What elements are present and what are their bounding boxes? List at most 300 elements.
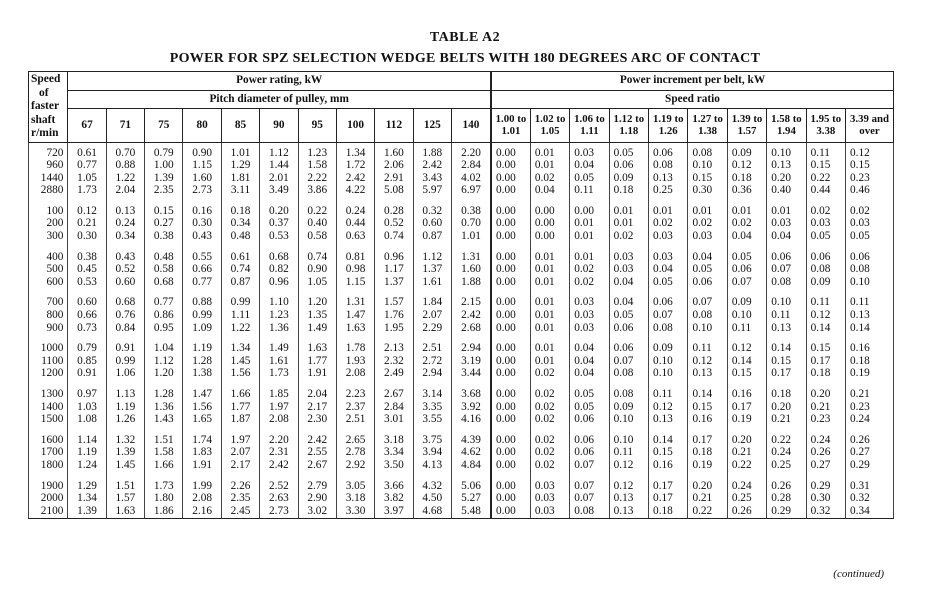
power-rating-cell: 0.74 [375,230,413,247]
power-rating-cell: 3.86 [298,184,336,201]
power-increment-cell: 0.07 [727,276,766,293]
table-row [29,430,894,447]
power-increment-cell: 0.03 [609,247,648,264]
power-rating-cell: 3.11 [221,184,259,201]
power-rating-cell: 1.23 [298,142,336,159]
power-increment-cell: 0.02 [570,276,609,293]
power-increment-cell: 0.04 [570,159,609,172]
power-increment-cell: 0.26 [767,476,806,493]
power-increment-cell: 0.29 [767,505,806,519]
power-increment-cell: 0.16 [649,459,688,476]
power-increment-cell: 0.07 [609,355,648,368]
power-increment-cell: 0.15 [767,355,806,368]
power-increment-cell: 0.02 [530,401,569,414]
power-increment-cell: 0.13 [767,322,806,339]
power-increment-cell: 0.07 [570,476,609,493]
table-row [29,184,894,201]
power-increment-cell: 0.01 [530,142,569,159]
power-rating-cell: 1.60 [451,263,491,276]
power-rating-cell: 0.98 [336,263,374,276]
power-rating-cell: 1.34 [336,142,374,159]
power-increment-cell: 0.06 [767,247,806,264]
power-increment-cell: 0.09 [727,292,766,309]
power-rating-cell: 1.01 [221,142,259,159]
power-rating-cell: 3.01 [375,413,413,430]
power-increment-cell: 0.25 [727,492,766,505]
power-rating-cell: 1.37 [375,276,413,293]
power-rating-cell: 0.68 [106,292,144,309]
ratio-line: 3.38 [816,125,836,138]
power-rating-cell: 0.74 [221,263,259,276]
power-increment-cell: 0.13 [609,492,648,505]
power-increment-cell: 0.17 [806,355,845,368]
power-rating-cell: 5.08 [375,184,413,201]
power-rating-cell: 1.11 [221,309,259,322]
power-increment-cell: 0.05 [846,230,894,247]
power-increment-cell: 0.08 [767,276,806,293]
power-increment-cell: 0.22 [688,505,727,519]
power-rating-cell: 4.62 [451,446,491,459]
power-increment-cell: 0.05 [688,263,727,276]
power-rating-cell: 1.36 [260,322,298,339]
power-increment-cell: 0.21 [806,401,845,414]
power-rating-cell: 1.81 [221,172,259,185]
table-row [29,217,894,230]
power-rating-cell: 1.19 [106,401,144,414]
power-increment-cell: 0.46 [846,184,894,201]
power-rating-cell: 2.52 [260,476,298,493]
power-increment-cell: 0.18 [806,367,845,384]
ratio-line: 1.18 [619,125,639,138]
power-increment-cell: 0.25 [767,459,806,476]
power-increment-cell: 0.20 [806,384,845,401]
power-increment-cell: 0.17 [649,476,688,493]
power-increment-cell: 0.00 [530,201,569,218]
speed-cell: 1440 [29,172,68,185]
power-increment-cell: 0.24 [727,476,766,493]
speed-cell: 300 [29,230,68,247]
power-rating-cell: 3.19 [451,355,491,368]
power-rating-cell: 1.83 [183,446,221,459]
power-increment-cell: 0.32 [806,505,845,519]
power-rating-cell: 5.48 [451,505,491,519]
table-row [29,322,894,339]
power-rating-cell: 1.99 [183,476,221,493]
power-rating-cell: 0.96 [375,247,413,264]
power-rating-cell: 1.32 [106,430,144,447]
power-increment-cell: 0.06 [649,142,688,159]
power-increment-cell: 0.22 [727,459,766,476]
power-rating-cell: 3.18 [336,492,374,505]
table-row [29,401,894,414]
power-increment-cell: 0.06 [649,292,688,309]
power-increment-cell: 0.18 [846,355,894,368]
power-increment-cell: 0.19 [727,413,766,430]
power-increment-cell: 0.13 [846,309,894,322]
power-rating-cell: 0.61 [68,142,106,159]
power-rating-cell: 0.15 [145,201,183,218]
power-rating-cell: 1.12 [413,247,451,264]
power-increment-cell: 0.07 [688,292,727,309]
power-increment-cell: 0.00 [491,276,530,293]
power-rating-cell: 2.20 [451,142,491,159]
power-increment-cell: 0.02 [688,217,727,230]
power-rating-cell: 1.28 [183,355,221,368]
power-rating-cell: 3.30 [336,505,374,519]
power-increment-cell: 0.02 [530,384,569,401]
power-increment-cell: 0.01 [530,309,569,322]
power-increment-cell: 0.03 [649,230,688,247]
power-increment-cell: 0.20 [688,476,727,493]
power-rating-cell: 2.55 [298,446,336,459]
table-row [29,367,894,384]
power-rating-cell: 1.04 [145,338,183,355]
power-rating-cell: 2.13 [375,338,413,355]
power-increment-cell: 0.00 [491,263,530,276]
power-rating-cell: 0.24 [336,201,374,218]
power-rating-cell: 1.14 [68,430,106,447]
power-increment-cell: 0.02 [530,413,569,430]
power-rating-cell: 0.87 [413,230,451,247]
power-rating-cell: 2.26 [221,476,259,493]
power-rating-cell: 1.58 [145,446,183,459]
power-increment-cell: 0.01 [530,159,569,172]
power-increment-cell: 0.08 [688,309,727,322]
power-increment-cell: 0.23 [806,413,845,430]
power-increment-cell: 0.15 [806,338,845,355]
power-increment-cell: 0.17 [688,430,727,447]
power-increment-cell: 0.00 [491,184,530,201]
power-increment-cell: 0.01 [570,217,609,230]
power-increment-cell: 0.23 [846,401,894,414]
power-rating-cell: 4.84 [451,459,491,476]
power-increment-cell: 0.25 [649,184,688,201]
power-rating-cell: 0.38 [68,247,106,264]
power-rating-cell: 1.97 [260,401,298,414]
power-increment-cell: 0.02 [806,201,845,218]
power-rating-cell: 0.76 [106,309,144,322]
power-increment-cell: 0.10 [688,159,727,172]
power-increment-cell: 0.11 [806,142,845,159]
power-rating-cell: 0.43 [183,230,221,247]
power-rating-cell: 0.91 [106,338,144,355]
power-increment-cell: 0.14 [688,384,727,401]
power-rating-cell: 2.51 [413,338,451,355]
power-increment-cell: 0.00 [491,322,530,339]
power-rating-cell: 3.97 [375,505,413,519]
power-increment-cell: 0.02 [846,201,894,218]
power-increment-cell: 0.06 [570,413,609,430]
power-rating-cell: 3.35 [413,401,451,414]
power-increment-cell: 0.17 [767,367,806,384]
power-increment-cell: 0.10 [649,367,688,384]
speed-cell: 2000 [29,492,68,505]
pitch-diameter-column-header: 75 [145,109,183,142]
power-rating-cell: 1.05 [298,276,336,293]
power-rating-cell: 2.35 [145,184,183,201]
power-increment-cell: 0.15 [846,159,894,172]
power-rating-cell: 1.43 [145,413,183,430]
power-rating-cell: 0.53 [68,276,106,293]
power-increment-cell: 0.14 [806,322,845,339]
power-rating-cell: 1.84 [413,292,451,309]
power-rating-cell: 2.84 [375,401,413,414]
power-rating-cell: 0.45 [68,263,106,276]
power-rating-cell: 1.49 [298,322,336,339]
power-increment-cell: 0.02 [609,230,648,247]
table-row [29,172,894,185]
power-rating-cell: 1.45 [106,459,144,476]
power-increment-cell: 0.12 [609,459,648,476]
power-rating-cell: 1.49 [260,338,298,355]
power-increment-cell: 0.19 [688,459,727,476]
power-increment-cell: 0.08 [649,322,688,339]
power-increment-cell: 0.01 [530,292,569,309]
power-table [28,71,894,519]
power-rating-cell: 0.88 [183,292,221,309]
power-rating-cell: 0.40 [298,217,336,230]
pitch-diameter-column-header: 80 [183,109,221,142]
power-increment-cell: 0.03 [767,217,806,230]
power-rating-cell: 4.22 [336,184,374,201]
power-rating-cell: 0.60 [68,292,106,309]
power-rating-cell: 2.78 [336,446,374,459]
power-rating-cell: 1.63 [298,338,336,355]
power-rating-cell: 1.86 [145,505,183,519]
power-rating-cell: 5.06 [451,476,491,493]
table-row [29,413,894,430]
power-increment-cell: 0.02 [570,263,609,276]
pitch-diameter-column-header: 71 [106,109,144,142]
power-rating-cell: 1.01 [451,230,491,247]
speed-ratio-column-header [846,109,894,142]
power-rating-cell: 1.05 [68,172,106,185]
power-increment-cell: 0.01 [609,201,648,218]
speed-cell: 1700 [29,446,68,459]
power-rating-cell: 4.16 [451,413,491,430]
power-increment-cell: 0.03 [649,247,688,264]
power-rating-cell: 2.84 [451,159,491,172]
table-row [29,276,894,293]
power-increment-cell: 0.24 [846,413,894,430]
speed-ratio-column-header [649,109,688,142]
power-rating-cell: 1.76 [375,309,413,322]
power-increment-cell: 0.07 [570,492,609,505]
table-row [29,201,894,218]
power-rating-cell: 0.30 [68,230,106,247]
power-rating-cell: 4.68 [413,505,451,519]
power-increment-cell: 0.06 [727,263,766,276]
power-increment-cell: 0.12 [846,142,894,159]
power-rating-cell: 3.49 [260,184,298,201]
power-increment-cell: 0.06 [570,446,609,459]
ratio-line: 1.06 to [574,112,605,125]
power-rating-cell: 1.13 [106,384,144,401]
power-rating-cell: 1.29 [68,476,106,493]
power-rating-header: Power rating, kW [68,72,491,91]
power-increment-cell: 0.00 [491,401,530,414]
power-rating-cell: 1.73 [68,184,106,201]
power-rating-cell: 0.48 [145,247,183,264]
speed-label-line: Speed [31,73,61,85]
power-rating-cell: 1.44 [260,159,298,172]
power-rating-cell: 6.97 [451,184,491,201]
table-row [29,476,894,493]
power-increment-cell: 0.13 [649,172,688,185]
power-rating-cell: 0.38 [145,230,183,247]
ratio-line: 1.94 [776,125,796,138]
power-rating-cell: 1.77 [298,355,336,368]
power-rating-cell: 1.24 [68,459,106,476]
power-rating-cell: 1.87 [221,413,259,430]
power-rating-cell: 0.66 [68,309,106,322]
power-rating-cell: 4.32 [413,476,451,493]
power-increment-cell: 0.09 [609,172,648,185]
power-rating-cell: 2.68 [451,322,491,339]
speed-ratio-header: Speed ratio [491,90,894,109]
power-increment-cell: 0.00 [491,201,530,218]
power-increment-cell: 0.06 [609,322,648,339]
power-increment-cell: 0.14 [727,355,766,368]
ratio-line: 1.26 [658,125,678,138]
power-rating-cell: 0.90 [298,263,336,276]
speed-label-line: shaft [31,113,56,126]
power-rating-cell: 1.60 [375,142,413,159]
power-rating-cell: 2.08 [183,492,221,505]
power-rating-cell: 1.39 [68,505,106,519]
table-row [29,142,894,159]
power-increment-cell: 0.04 [570,338,609,355]
power-rating-cell: 3.50 [375,459,413,476]
power-increment-cell: 0.04 [649,263,688,276]
power-increment-cell: 0.11 [649,384,688,401]
speed-cell: 100 [29,201,68,218]
power-increment-cell: 0.10 [688,322,727,339]
power-rating-cell: 1.37 [413,263,451,276]
power-increment-cell: 0.00 [491,247,530,264]
power-increment-cell: 0.11 [570,184,609,201]
power-rating-cell: 0.91 [68,367,106,384]
power-increment-cell: 0.00 [491,413,530,430]
pitch-diameter-column-header: 67 [68,109,106,142]
power-rating-cell: 0.90 [183,142,221,159]
power-increment-cell: 0.01 [530,247,569,264]
power-rating-cell: 2.08 [336,367,374,384]
power-rating-cell: 2.31 [260,446,298,459]
power-increment-cell: 0.10 [846,276,894,293]
power-rating-cell: 0.86 [145,309,183,322]
power-increment-cell: 0.04 [767,230,806,247]
power-rating-cell: 0.58 [298,230,336,247]
power-rating-cell: 2.49 [375,367,413,384]
power-rating-cell: 2.90 [298,492,336,505]
speed-cell: 1400 [29,401,68,414]
power-rating-cell: 0.38 [451,201,491,218]
power-rating-cell: 2.07 [221,446,259,459]
power-rating-cell: 4.39 [451,430,491,447]
speed-cell: 700 [29,292,68,309]
power-increment-cell: 0.01 [727,201,766,218]
speed-ratio-column-header [530,109,569,142]
power-rating-cell: 0.70 [451,217,491,230]
pitch-diameter-column-header: 140 [451,109,491,142]
power-rating-cell: 3.92 [451,401,491,414]
power-rating-cell: 0.68 [260,247,298,264]
power-increment-cell: 0.02 [530,430,569,447]
table-header [29,72,894,143]
power-rating-cell: 0.12 [68,201,106,218]
power-rating-cell: 1.20 [298,292,336,309]
power-increment-cell: 0.15 [688,172,727,185]
power-increment-cell: 0.00 [491,367,530,384]
power-rating-cell: 0.18 [221,201,259,218]
power-rating-cell: 1.15 [183,159,221,172]
power-increment-cell: 0.12 [649,401,688,414]
power-rating-cell: 1.22 [221,322,259,339]
power-increment-cell: 0.01 [530,355,569,368]
power-increment-cell: 0.15 [727,367,766,384]
speed-cell: 1900 [29,476,68,493]
power-increment-cell: 0.10 [727,309,766,322]
power-rating-cell: 0.44 [336,217,374,230]
power-increment-cell: 0.03 [806,217,845,230]
power-rating-cell: 0.70 [106,142,144,159]
power-increment-cell: 0.24 [806,430,845,447]
power-rating-cell: 1.63 [106,505,144,519]
power-increment-cell: 0.04 [530,184,569,201]
ratio-line: 1.95 to [810,112,842,125]
power-rating-cell: 5.97 [413,184,451,201]
speed-label-line: faster [31,100,60,112]
ratio-line: 1.00 to [495,112,527,125]
power-rating-cell: 2.63 [260,492,298,505]
power-increment-cell: 0.11 [767,309,806,322]
power-increment-cell: 0.03 [570,309,609,322]
power-rating-cell: 1.57 [375,292,413,309]
speed-cell: 200 [29,217,68,230]
power-rating-cell: 1.28 [145,384,183,401]
power-increment-cell: 0.05 [570,401,609,414]
table-row [29,292,894,309]
power-rating-cell: 1.56 [221,367,259,384]
power-rating-cell: 0.28 [375,201,413,218]
power-increment-cell: 0.16 [727,384,766,401]
power-rating-cell: 2.04 [106,184,144,201]
ratio-line: 1.11 [580,125,599,138]
power-increment-cell: 0.15 [806,159,845,172]
power-increment-cell: 0.05 [609,142,648,159]
power-rating-cell: 0.73 [68,322,106,339]
power-increment-cell: 0.05 [727,247,766,264]
power-rating-cell: 2.20 [260,430,298,447]
power-increment-cell: 0.03 [570,322,609,339]
power-rating-cell: 2.67 [298,459,336,476]
power-increment-cell: 0.08 [649,159,688,172]
table-row [29,247,894,264]
speed-cell: 600 [29,276,68,293]
power-rating-cell: 0.60 [106,276,144,293]
power-rating-cell: 3.44 [451,367,491,384]
power-rating-cell: 0.66 [183,263,221,276]
power-rating-cell: 2.37 [336,401,374,414]
power-increment-cell: 0.11 [846,292,894,309]
power-rating-cell: 1.38 [183,367,221,384]
power-rating-cell: 2.42 [336,172,374,185]
power-rating-cell: 0.74 [298,247,336,264]
power-rating-cell: 3.94 [413,446,451,459]
power-increment-cell: 0.21 [727,446,766,459]
power-increment-cell: 0.21 [846,384,894,401]
